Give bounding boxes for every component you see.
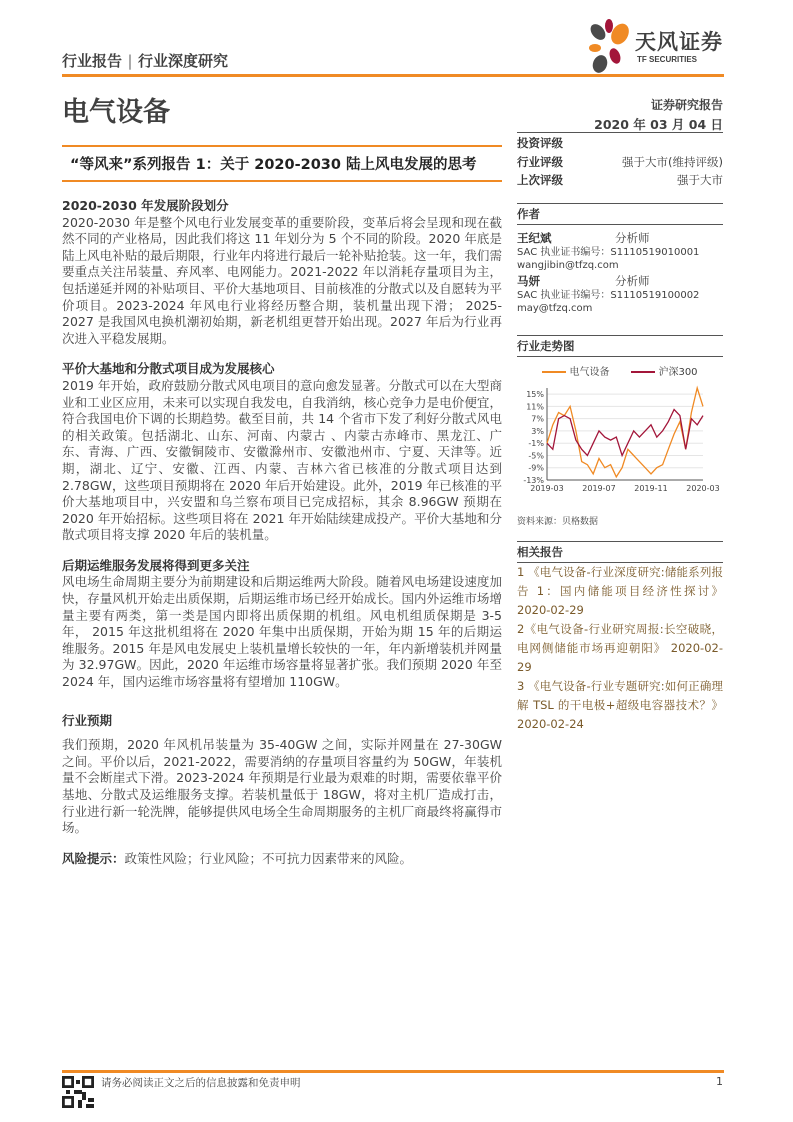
related-heading: 相关报告 xyxy=(517,545,563,559)
logo-petals-icon xyxy=(585,18,635,74)
main-column xyxy=(62,145,502,881)
author: 王纪斌 分析师 SAC 执业证书编号：S1110519010001 wangjibin@tfzq.com xyxy=(517,231,723,272)
tf-securities-logo xyxy=(585,18,725,74)
footer-divider xyxy=(62,1070,724,1073)
authors-heading: 作者 xyxy=(517,207,540,221)
section-body: 2020-2030 年是整个风电行业发展变革的重要阶段，变革后将会呈现和现在截然不同的产业格局，因此我们将这 11 年划分为 5 个不同的阶段。2020 年底是陆上风电补贴的最后期限，行业年内将进行最后一轮补贴抢装。这一年，我们需要重点关注吊装量、弃风率、电网能力。2021-2022 年以消耗存量项目为主，包括递延并网的补贴项目、平价大基地项目、目前核准的分散式以及自愿转为平价项目。2023-2024 年风电行业将经历整合期，装机量出现下滑； 2025-2027 是我国风电换机潮初始期，新老机组更替开始出现。2027 年后为行业再次进入平稳发展期。 xyxy=(62,214,502,346)
x-tick-label: 2019-03 xyxy=(530,484,564,493)
report-kind: 证券研究报告 xyxy=(650,98,723,112)
y-tick-label: 7% xyxy=(531,414,544,424)
x-tick-label: 2019-07 xyxy=(582,484,616,493)
x-tick-label: 2020-03 xyxy=(686,484,720,493)
legend-item: 电气设备 xyxy=(542,363,609,378)
qr-code-icon xyxy=(62,1076,94,1108)
footer-disclaimer: 请务必阅读正文之后的信息披露和免责申明 xyxy=(101,1077,301,1089)
rating-heading: 投资评级 xyxy=(517,136,563,150)
related-report-link[interactable]: 2《电气设备-行业研究周报:长空破晓，电网侧储能市场再迎朝阳》 2020-02-29 xyxy=(517,622,723,674)
legend-item: 沪深300 xyxy=(631,363,697,378)
y-tick-label: -5% xyxy=(528,451,544,461)
y-tick-label: -1% xyxy=(528,439,544,449)
y-tick-label: 3% xyxy=(531,426,544,436)
logo-subtext: TF SECURITIES xyxy=(637,55,698,64)
y-tick-label: -13% xyxy=(523,476,544,485)
author-email[interactable]: may@tfzq.com xyxy=(517,303,593,314)
x-tick-label: 2019-11 xyxy=(634,484,668,493)
chart-legend xyxy=(517,363,723,378)
rating-row: 行业评级 强于大市(维持评级) xyxy=(517,155,723,169)
author-email[interactable]: wangjibin@tfzq.com xyxy=(517,260,619,271)
author: 马妍 分析师 SAC 执业证书编号：S1110519100002 may@tfzq.com xyxy=(517,274,723,315)
series-line-电气设备 xyxy=(547,388,703,477)
series-line-沪深300 xyxy=(547,410,703,456)
section-heading: 平价大基地和分散式项目成为发展核心 xyxy=(62,361,275,377)
related-report-link[interactable]: 1 《电气设备-行业深度研究:储能系列报告 1：国内储能项目经济性探讨》 2020-02-29 xyxy=(517,565,723,617)
report-date: 2020 年 03 月 04 日 xyxy=(594,117,723,132)
section xyxy=(62,713,502,837)
logo-text: 天风证券 xyxy=(635,30,723,54)
sidebar xyxy=(517,132,723,734)
section-body: 我们预期，2020 年风机吊装量为 35-40GW 之间，实际并网量在 27-30GW 之间。平价以后，2021-2022，需要消纳的存量项目容量约为 50GW，年装机量不会断崖式下滑。2023-2024 年预期是行业最为艰难的时期，需要依靠平价基地、分散式及运维服务支撑。若装机量低于 18GW，将对主机厂造成打击，行业进行新一轮洗牌，能够提供风电场全生命周期服务的主机厂商最终将赢得市场。 xyxy=(62,737,502,836)
trend-heading: 行业走势图 xyxy=(517,339,575,353)
report-title: “等风来”系列报告 1：关于 2020-2030 陆上风电发展的思考 xyxy=(62,145,502,182)
section xyxy=(62,361,502,544)
section xyxy=(62,198,502,347)
section-heading: 后期运维服务发展将得到更多关注 xyxy=(62,557,250,573)
y-tick-label: -9% xyxy=(528,463,544,473)
y-tick-label: 11% xyxy=(526,402,544,412)
header-divider xyxy=(62,74,724,77)
section-body: 风电场生命周期主要分为前期建设和后期运维两大阶段。随着风电场建设速度加快，存量风机开始走出质保期，后期运维市场已经开始成长。国内外运维市场增量主要有两类，第一类是国内即将出质保期的机组。风电机组质保期是 3-5 年， 2015 年这批机组将在 2020 年集中出质保期，开始为期 15 年的后期运维服务。2015 年是风电发展史上装机量增长较快的一年，年内新增装机并网量为 32.97GW。因此，2020 年运维市场容量将显著扩张。我们预期 2020 年至 2024 年，国内运维市场容量将有望增加 110GW。 xyxy=(62,574,502,690)
section-heading: 2020-2030 年发展阶段划分 xyxy=(62,198,229,213)
risk-note: 风险提示：政策性风险；行业风险；不可抗力因素带来的风险。 xyxy=(62,850,413,866)
industry-title: 电气设备 xyxy=(62,97,170,128)
y-tick-label: 15% xyxy=(526,390,544,400)
related-report-link[interactable]: 3 《电气设备-行业专题研究:如何正确理解 TSL 的干电极+超级电容器技术？》 2020-02-24 xyxy=(517,679,723,731)
section-heading: 行业预期 xyxy=(62,712,113,728)
trend-chart xyxy=(517,380,723,505)
section xyxy=(62,558,502,691)
page-number: 1 xyxy=(716,1075,723,1088)
rating-row: 上次评级 强于大市 xyxy=(517,173,723,187)
chart-source: 资料来源：贝格数据 xyxy=(517,517,599,527)
report-type: 行业报告 | 行业深度研究 xyxy=(62,52,228,70)
section-body: 2019 年开始，政府鼓励分散式风电项目的意向愈发显著。分散式可以在大型商业和工业区应用，未来可以实现自我发电，自我消纳，核心竞争力是电价便宜，符合我国电价下调的长期趋势。截至目前，共 14 个省市下发了利好分散式风电的相关政策。包括湖北、山东、河南、内蒙古 、内蒙古赤峰市、黑龙江、广东、青海、广西、安徽铜陵市、安徽滁州市、安徽池州市、宁夏、天津等。近期，湖北、辽宁、安徽、江西、内蒙、吉林六省已核准的分散式项目达到 2.78GW，这些项目预期将在 2020 年后开始建设。此外，2019 年已核准的平价大基地项目中，兴安盟和乌兰察布项目已完成招标，其余 8.96GW 预期在 2020 年开始招标。这些项目将在 2021 年开始陆续建成投产。平价大基地和分散式项目将支撑 2020 年后的装机量。 xyxy=(62,377,502,543)
